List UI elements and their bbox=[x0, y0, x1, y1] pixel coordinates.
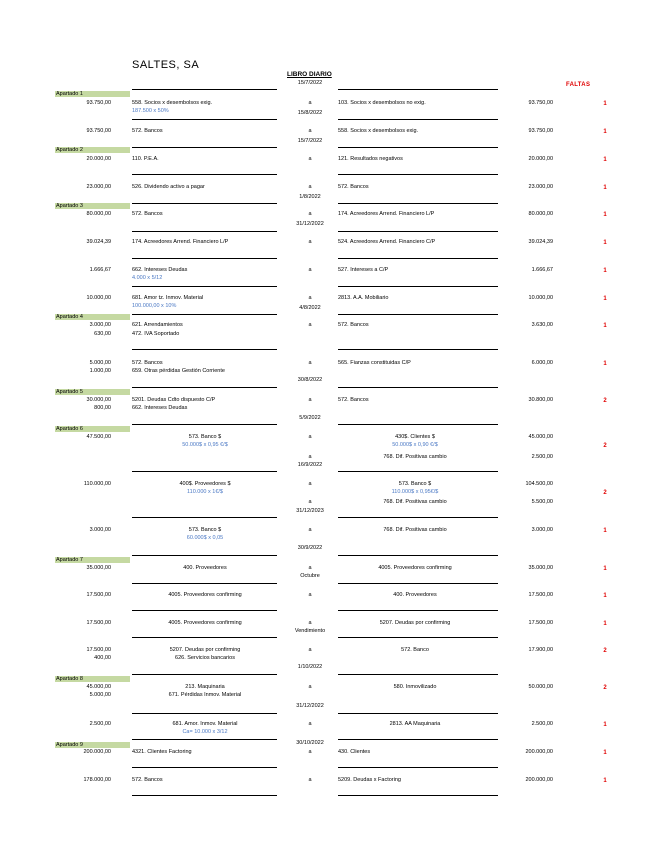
haber-amount: 17.500,00 bbox=[528, 592, 553, 598]
haber-account: 174. Acreedores Arrend. Financiero L/P bbox=[338, 211, 435, 217]
debe-account: 558. Socios x desembolsos exig. bbox=[132, 100, 213, 106]
debe-amount: 5.000,00 bbox=[89, 360, 111, 366]
separator-line bbox=[338, 349, 498, 350]
separator-line bbox=[132, 767, 277, 768]
debe-amount: 5.000,00 bbox=[89, 692, 111, 698]
faltas-score: 1 bbox=[603, 157, 607, 163]
haber-amount: 5.500,00 bbox=[531, 499, 553, 505]
separator-line bbox=[338, 610, 498, 611]
haber-account: 768. Dif. Positivas cambio bbox=[383, 499, 447, 505]
debe-account: 5201. Deudas Cdto dispuesto C/P bbox=[132, 397, 216, 403]
debe-account: 662. Intereses Deudas bbox=[132, 405, 188, 411]
haber-account: 524. Acreedores Arrend. Financiero C/P bbox=[338, 239, 436, 245]
debe-account: 621. Arrendamientos bbox=[132, 322, 183, 328]
separator-line bbox=[132, 387, 277, 388]
debe-amount: 20.000,00 bbox=[86, 156, 111, 162]
debe-amount: 17.500,00 bbox=[86, 592, 111, 598]
a-separator: a bbox=[308, 360, 312, 366]
separator-line bbox=[132, 119, 277, 120]
apartado-label: Apartado 9 bbox=[55, 742, 130, 748]
apartado-label: Apartado 4 bbox=[55, 314, 130, 320]
separator-line bbox=[132, 258, 277, 259]
separator-line bbox=[132, 674, 277, 675]
debe-amount: 800,00 bbox=[94, 405, 111, 411]
haber-amount: 20.000,00 bbox=[528, 156, 553, 162]
a-separator: a bbox=[308, 434, 312, 440]
debe-amount: 80.000,00 bbox=[86, 211, 111, 217]
a-separator: a bbox=[308, 499, 312, 505]
apartado-label: Apartado 8 bbox=[55, 676, 130, 682]
faltas-score: 1 bbox=[603, 361, 607, 367]
debe-amount: 17.500,00 bbox=[86, 647, 111, 653]
faltas-score: 1 bbox=[603, 240, 607, 246]
separator-line bbox=[338, 203, 498, 204]
a-separator: a bbox=[308, 100, 312, 106]
haber-account: 572. Bancos bbox=[338, 184, 369, 190]
entry-date: 30/8/2022 bbox=[297, 377, 323, 383]
haber-account: 572. Bancos bbox=[338, 322, 369, 328]
separator-line bbox=[132, 795, 277, 796]
apartado-label: Apartado 2 bbox=[55, 147, 130, 153]
debe-amount: 10.000,00 bbox=[86, 295, 111, 301]
haber-account: 527. Intereses a C/P bbox=[338, 267, 389, 273]
separator-line bbox=[338, 174, 498, 175]
debe-calculation: 4.000 x 5/12 bbox=[132, 275, 163, 281]
separator-line bbox=[132, 286, 277, 287]
a-separator: a bbox=[308, 777, 312, 783]
faltas-score: 2 bbox=[603, 648, 607, 654]
debe-calculation: 50.000$ x 0,95 €/$ bbox=[182, 442, 228, 448]
entry-date: 1/8/2022 bbox=[299, 194, 321, 200]
debe-account: 400$. Proveedores $ bbox=[179, 481, 231, 487]
a-separator: a bbox=[308, 481, 312, 487]
faltas-score: 1 bbox=[603, 750, 607, 756]
company-name: SALTES, SA bbox=[132, 59, 200, 71]
separator-line bbox=[338, 583, 498, 584]
haber-amount: 93.750,00 bbox=[528, 128, 553, 134]
a-separator: a bbox=[308, 527, 312, 533]
apartado-label: Apartado 7 bbox=[55, 557, 130, 563]
haber-account: 5209. Deudas x Factoring bbox=[338, 777, 401, 783]
separator-line bbox=[132, 203, 277, 204]
haber-amount: 2.500,00 bbox=[531, 721, 553, 727]
separator-line bbox=[338, 795, 498, 796]
faltas-score: 1 bbox=[603, 268, 607, 274]
debe-calculation: Ca= 10.000 x 3/12 bbox=[182, 729, 228, 735]
separator-line bbox=[132, 424, 277, 425]
faltas-score: 1 bbox=[603, 129, 607, 135]
entry-date: 4/8/2022 bbox=[299, 305, 321, 311]
entry-date: 15/7/2022 bbox=[297, 80, 323, 86]
haber-account: 430. Clientes bbox=[338, 749, 371, 755]
a-separator: a bbox=[308, 397, 312, 403]
a-separator: a bbox=[308, 267, 312, 273]
apartado-label: Apartado 1 bbox=[55, 91, 130, 97]
haber-account: 4005. Proveedores confirming bbox=[378, 565, 452, 571]
a-separator: a bbox=[308, 684, 312, 690]
haber-amount: 35.000,00 bbox=[528, 565, 553, 571]
libro-diario-header: LIBRO DIARIO bbox=[287, 71, 332, 78]
a-separator: a bbox=[308, 156, 312, 162]
apartado-label: Apartado 6 bbox=[55, 426, 130, 432]
entry-date: 30/9/2022 bbox=[297, 545, 323, 551]
entry-date: 5/9/2022 bbox=[299, 415, 321, 421]
debe-account: 572. Bancos bbox=[132, 360, 163, 366]
debe-amount: 35.000,00 bbox=[86, 565, 111, 571]
separator-line bbox=[338, 555, 498, 556]
haber-amount: 104.500,00 bbox=[525, 481, 553, 487]
haber-account: 2813. AA Maquinaria bbox=[389, 721, 441, 727]
debe-account: 526. Dividendo activo a pagar bbox=[132, 184, 205, 190]
haber-amount: 17.500,00 bbox=[528, 620, 553, 626]
haber-account: 400. Proveedores bbox=[393, 592, 437, 598]
separator-line bbox=[338, 89, 498, 90]
separator-line bbox=[338, 713, 498, 714]
entry-date: 31/12/2023 bbox=[296, 508, 324, 514]
haber-amount: 6.000,00 bbox=[531, 360, 553, 366]
separator-line bbox=[132, 583, 277, 584]
debe-account: 573. Banco $ bbox=[188, 434, 222, 440]
faltas-score: 1 bbox=[603, 323, 607, 329]
separator-line bbox=[132, 89, 277, 90]
debe-amount: 2.500,00 bbox=[89, 721, 111, 727]
haber-account: 121. Resultados negativos bbox=[338, 156, 403, 162]
debe-amount: 23.000,00 bbox=[86, 184, 111, 190]
separator-line bbox=[132, 349, 277, 350]
entry-date: 16/9/2022 bbox=[297, 462, 323, 468]
faltas-score: 2 bbox=[603, 685, 607, 691]
a-separator: a bbox=[308, 454, 312, 460]
debe-amount: 45.000,00 bbox=[86, 684, 111, 690]
separator-line bbox=[132, 739, 277, 740]
debe-amount: 17.500,00 bbox=[86, 620, 111, 626]
haber-amount: 200.000,00 bbox=[525, 749, 553, 755]
entry-date: 31/12/2022 bbox=[296, 221, 324, 227]
faltas-score: 2 bbox=[603, 490, 607, 496]
a-separator: a bbox=[308, 565, 312, 571]
a-separator: a bbox=[308, 322, 312, 328]
a-separator: a bbox=[308, 592, 312, 598]
debe-amount: 39.024,39 bbox=[86, 239, 111, 245]
faltas-score: 1 bbox=[603, 101, 607, 107]
haber-amount: 17.900,00 bbox=[528, 647, 553, 653]
separator-line bbox=[132, 174, 277, 175]
debe-amount: 93.750,00 bbox=[86, 100, 111, 106]
a-separator: a bbox=[308, 749, 312, 755]
faltas-score: 1 bbox=[603, 296, 607, 302]
debe-amount: 200.000,00 bbox=[83, 749, 111, 755]
haber-amount: 50.000,00 bbox=[528, 684, 553, 690]
debe-calculation: 100.000,00 x 10% bbox=[132, 303, 177, 309]
a-separator: a bbox=[308, 721, 312, 727]
separator-line bbox=[338, 314, 498, 315]
debe-account: 659. Otras pérdidas Gestión Corriente bbox=[132, 368, 225, 374]
debe-calculation: 110.000 x 1€/$ bbox=[187, 489, 223, 495]
debe-account: 4005. Proveedores confirming bbox=[168, 620, 242, 626]
haber-amount: 45.000,00 bbox=[528, 434, 553, 440]
debe-amount: 3.000,00 bbox=[89, 322, 111, 328]
debe-account: 472. IVA Soportado bbox=[132, 331, 180, 337]
entry-date: 31/12/2022 bbox=[296, 703, 324, 709]
debe-account: 4321. Clientes Factoring bbox=[132, 749, 192, 755]
separator-line bbox=[338, 258, 498, 259]
haber-amount: 30.800,00 bbox=[528, 397, 553, 403]
faltas-score: 1 bbox=[603, 212, 607, 218]
separator-line bbox=[132, 471, 277, 472]
haber-amount: 1.666,67 bbox=[531, 267, 553, 273]
debe-account: 4005. Proveedores confirming bbox=[168, 592, 242, 598]
debe-account: 5207. Deudas por confirming bbox=[169, 647, 241, 653]
separator-line bbox=[338, 517, 498, 518]
faltas-score: 1 bbox=[603, 185, 607, 191]
separator-line bbox=[338, 767, 498, 768]
separator-line bbox=[132, 610, 277, 611]
debe-amount: 1.666,67 bbox=[89, 267, 111, 273]
faltas-score: 1 bbox=[603, 722, 607, 728]
haber-amount: 93.750,00 bbox=[528, 100, 553, 106]
a-separator: a bbox=[308, 211, 312, 217]
faltas-score: 1 bbox=[603, 621, 607, 627]
haber-amount: 39.024,39 bbox=[528, 239, 553, 245]
separator-line bbox=[132, 555, 277, 556]
entry-date: 15/8/2022 bbox=[297, 110, 323, 116]
apartado-label: Apartado 3 bbox=[55, 203, 130, 209]
a-separator: a bbox=[308, 620, 312, 626]
separator-line bbox=[338, 119, 498, 120]
separator-line bbox=[338, 637, 498, 638]
debe-amount: 30.000,00 bbox=[86, 397, 111, 403]
haber-account: 572. Bancos bbox=[338, 397, 369, 403]
haber-account: 580. Inmovilizado bbox=[393, 684, 437, 690]
separator-line bbox=[338, 674, 498, 675]
separator-line bbox=[338, 231, 498, 232]
debe-account: 572. Bancos bbox=[132, 777, 163, 783]
debe-account: 174. Acreedores Arrend. Financiero L/P bbox=[132, 239, 229, 245]
separator-line bbox=[338, 739, 498, 740]
entry-date: 30/10/2022 bbox=[296, 740, 324, 746]
debe-calculation: 187.500 x 50% bbox=[132, 108, 169, 114]
haber-account: 430$. Clientes $ bbox=[395, 434, 435, 440]
faltas-column-header: FALTAS bbox=[566, 82, 591, 88]
debe-account: 671. Pérdidas Inmov. Material bbox=[168, 692, 242, 698]
separator-line bbox=[338, 147, 498, 148]
haber-account: 565. Fianzas constituidas C/P bbox=[338, 360, 411, 366]
a-separator: a bbox=[308, 128, 312, 134]
debe-amount: 630,00 bbox=[94, 331, 111, 337]
debe-account: 110. P.E.A. bbox=[132, 156, 159, 162]
separator-line bbox=[338, 424, 498, 425]
debe-amount: 178.000,00 bbox=[83, 777, 111, 783]
debe-account: 573. Banco $ bbox=[188, 527, 222, 533]
separator-line bbox=[338, 286, 498, 287]
a-separator: a bbox=[308, 184, 312, 190]
haber-account: 558. Socios x desembolsos exig. bbox=[338, 128, 419, 134]
debe-account: 662. Intereses Deudas bbox=[132, 267, 188, 273]
haber-amount: 10.000,00 bbox=[528, 295, 553, 301]
separator-line bbox=[132, 147, 277, 148]
debe-amount: 93.750,00 bbox=[86, 128, 111, 134]
debe-account: 681. Amor. Inmov. Material bbox=[172, 721, 238, 727]
haber-account: 103. Socios x desembolsos no exig. bbox=[338, 100, 426, 106]
haber-amount: 200.000,00 bbox=[525, 777, 553, 783]
faltas-score: 2 bbox=[603, 443, 607, 449]
faltas-score: 2 bbox=[603, 398, 607, 404]
debe-amount: 1.000,00 bbox=[89, 368, 111, 374]
debe-account: 572. Bancos bbox=[132, 211, 163, 217]
a-separator: a bbox=[308, 239, 312, 245]
separator-line bbox=[132, 231, 277, 232]
haber-amount: 23.000,00 bbox=[528, 184, 553, 190]
haber-account: 5207. Deudas por confirming bbox=[379, 620, 451, 626]
a-separator: a bbox=[308, 295, 312, 301]
separator-line bbox=[132, 713, 277, 714]
faltas-score: 1 bbox=[603, 778, 607, 784]
separator-line bbox=[132, 637, 277, 638]
separator-line bbox=[132, 517, 277, 518]
entry-date: 1/10/2022 bbox=[297, 664, 323, 670]
apartado-label: Apartado 5 bbox=[55, 389, 130, 395]
debe-account: 400. Proveedores bbox=[183, 565, 227, 571]
entry-date: Vendimiento bbox=[294, 628, 326, 634]
debe-amount: 3.000,00 bbox=[89, 527, 111, 533]
entry-date: Octubre bbox=[300, 573, 320, 579]
debe-calculation: 60.000$ x 0,05 bbox=[186, 535, 224, 541]
debe-account: 213. Maquinaria bbox=[185, 684, 225, 690]
haber-amount: 3.000,00 bbox=[531, 527, 553, 533]
debe-amount: 110.000,00 bbox=[83, 481, 111, 487]
haber-calculation: 50.000$ x 0,90 €/$ bbox=[392, 442, 438, 448]
haber-amount: 2.500,00 bbox=[531, 454, 553, 460]
haber-account: 573. Banco $ bbox=[398, 481, 432, 487]
haber-amount: 3.630,00 bbox=[531, 322, 553, 328]
haber-account: 2813. A.A. Mobiliario bbox=[338, 295, 389, 301]
debe-account: 681. Amor tz. Inmov. Material bbox=[132, 295, 204, 301]
haber-account: 768. Dif. Positivas cambio bbox=[383, 527, 447, 533]
entry-date: 15/7/2022 bbox=[297, 138, 323, 144]
faltas-score: 1 bbox=[603, 528, 607, 534]
separator-line bbox=[338, 471, 498, 472]
debe-account: 572. Bancos bbox=[132, 128, 163, 134]
separator-line bbox=[132, 314, 277, 315]
faltas-score: 1 bbox=[603, 566, 607, 572]
haber-amount: 80.000,00 bbox=[528, 211, 553, 217]
debe-amount: 47.500,00 bbox=[86, 434, 111, 440]
debe-amount: 400,00 bbox=[94, 655, 111, 661]
haber-calculation: 110.000$ x 0,95€/$ bbox=[391, 489, 439, 495]
haber-account: 572. Banco bbox=[401, 647, 429, 653]
debe-account: 626. Servicios bancarios bbox=[175, 655, 235, 661]
separator-line bbox=[338, 387, 498, 388]
haber-account: 768. Dif. Positivas cambio bbox=[383, 454, 447, 460]
a-separator: a bbox=[308, 647, 312, 653]
faltas-score: 1 bbox=[603, 593, 607, 599]
